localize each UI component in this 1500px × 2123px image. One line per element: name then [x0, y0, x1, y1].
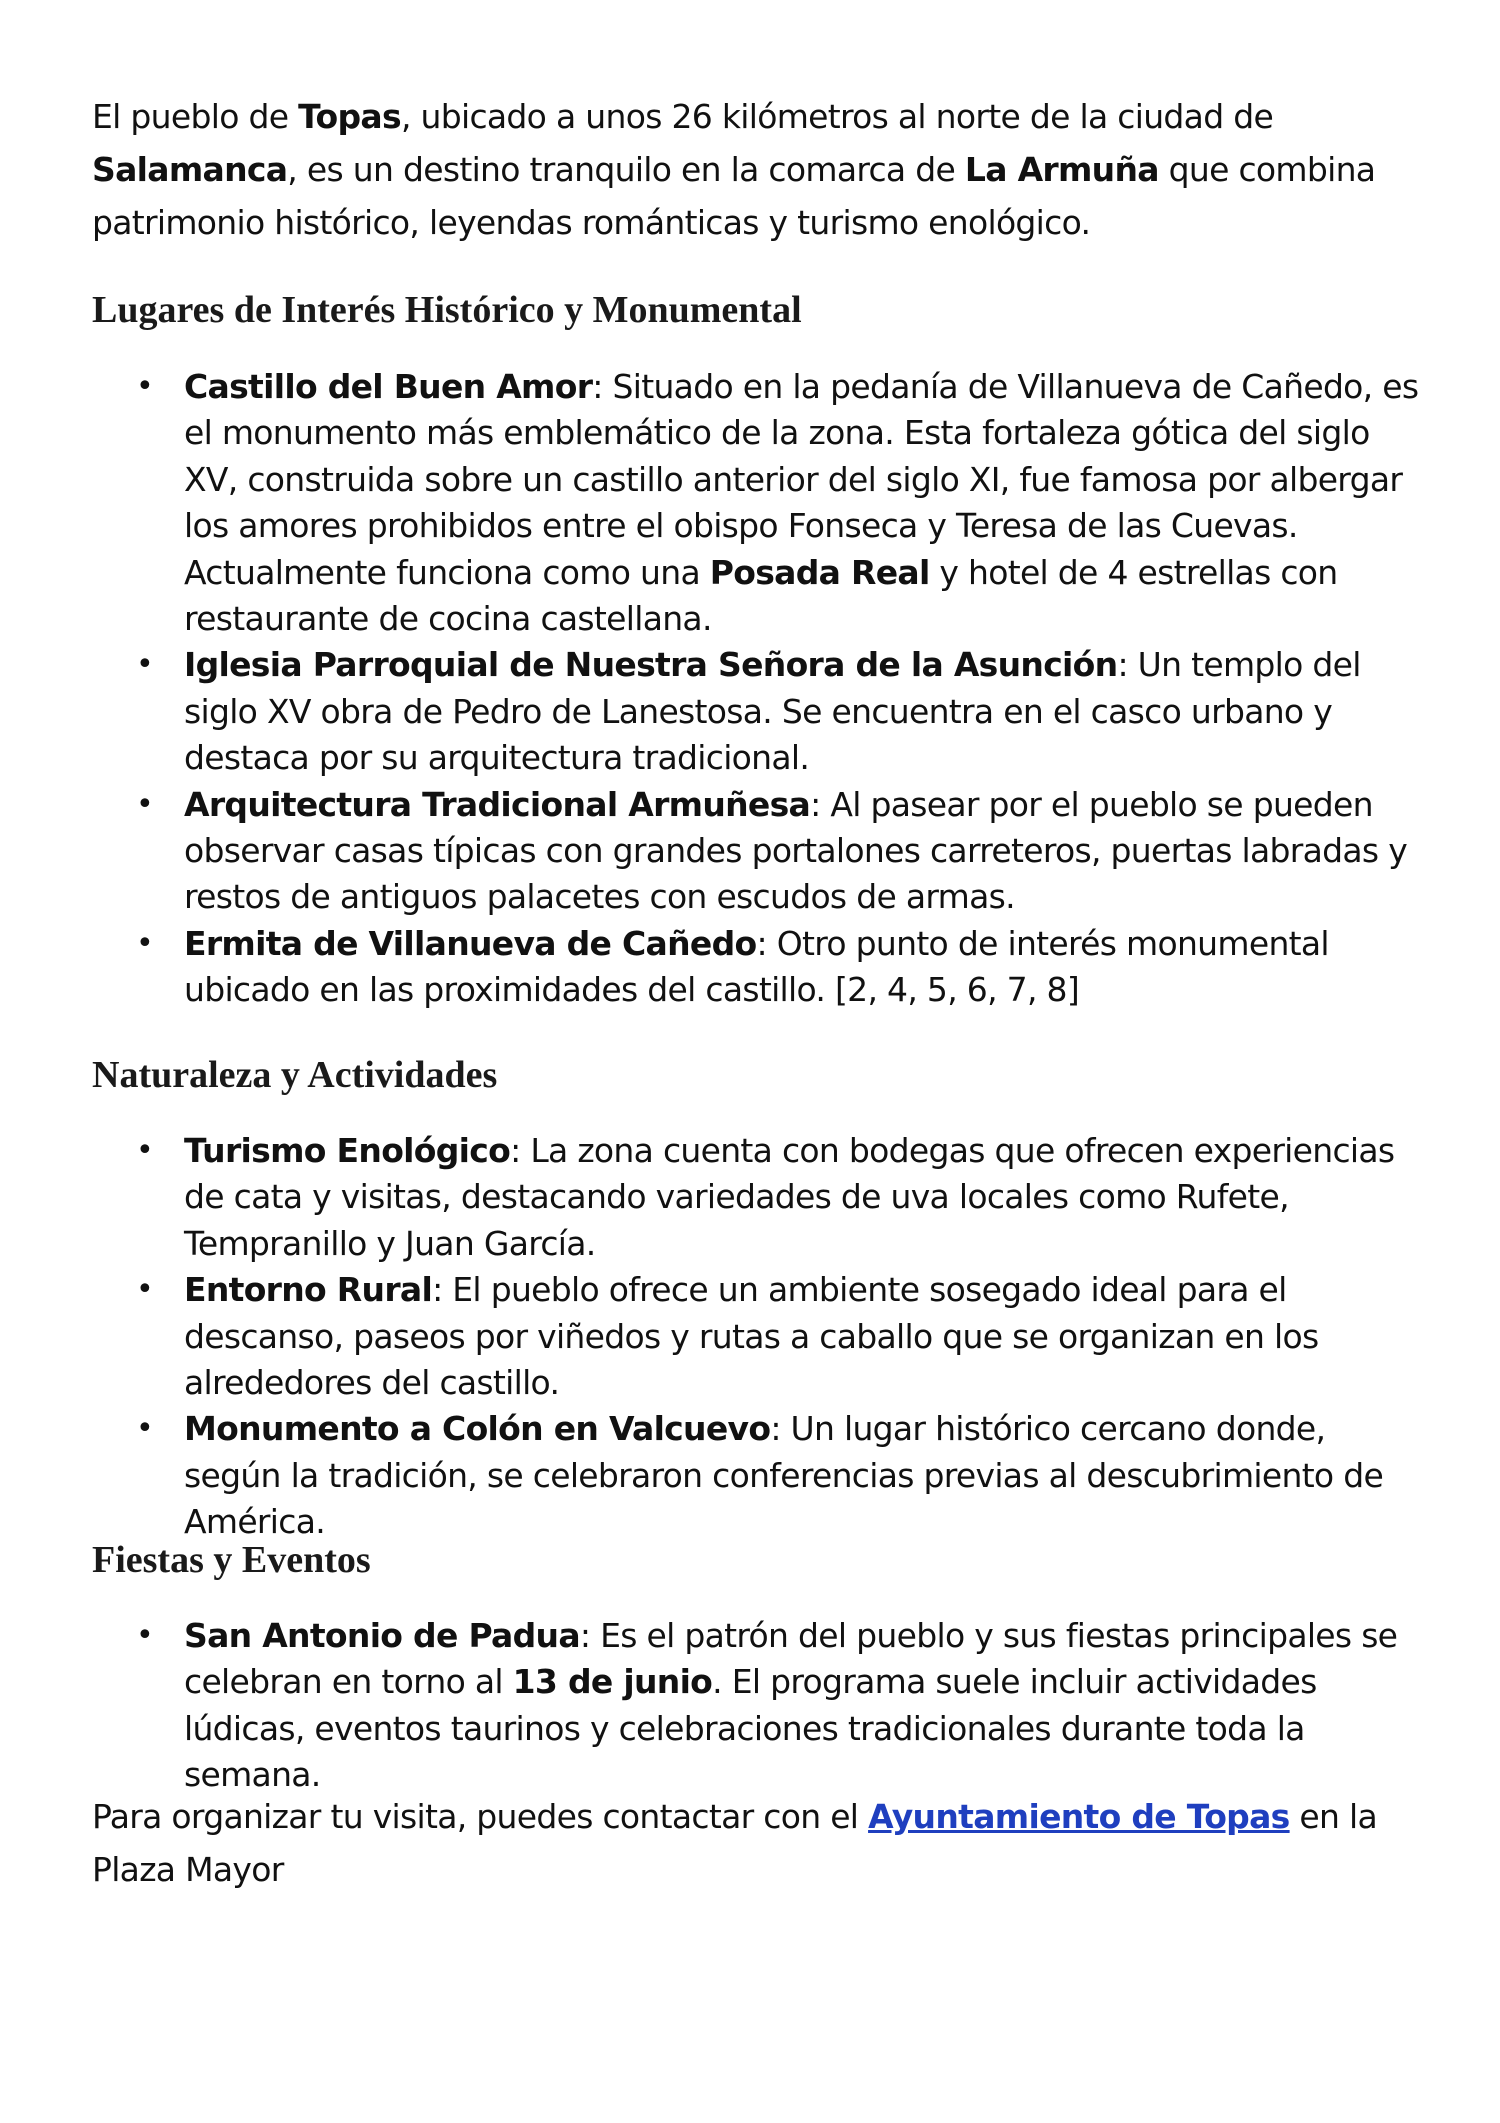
outro-text-2: en la Plaza Mayor — [92, 1797, 1377, 1889]
list-item — [92, 782, 1422, 921]
item-text-2: y hotel de 4 estrellas con restaurante de cocina castellana. — [184, 552, 1338, 639]
bullet-dot-icon: • — [136, 1133, 153, 1168]
bullet-dot-icon: • — [136, 369, 153, 404]
section-heading-fiestas: Fiestas y Eventos — [92, 1539, 371, 1581]
item-text: : Situado en la pedanía de Villanueva de Cañedo, es el monumento más emblemático de la zona. Esta fortaleza gótica del siglo XV, construida sobre un castillo anterior del siglo XI, fue famosa por albergar los amores prohibidos entre el obispo Fonseca y Teresa de las Cuevas. Actualmente funciona como una — [184, 367, 1419, 592]
list-fiestas — [92, 1613, 1422, 1799]
bullet-dot-icon: • — [136, 925, 153, 961]
item-text: : La zona cuenta con bodegas que ofrecen experiencias de cata y visitas, destacando variedades de uva locales como Rufete, Tempranillo y Juan García. — [184, 1131, 1395, 1263]
item-title: Arquitectura Tradicional Armuñesa — [184, 784, 811, 824]
item-bold: Posada Real — [709, 552, 930, 592]
item-title: Castillo del Buen Amor — [184, 367, 593, 406]
list-item — [92, 364, 1422, 642]
list-item — [92, 921, 1422, 1014]
item-title: Turismo Enológico — [184, 1131, 511, 1170]
list-item — [92, 642, 1422, 781]
item-title: Monumento a Colón en Valcuevo — [184, 1409, 771, 1449]
bullet-dot-icon: • — [136, 647, 153, 683]
intro-text-2: , ubicado a unos 26 kilómetros al norte de la ciudad de — [400, 97, 1274, 136]
list-item — [92, 1613, 1422, 1799]
list-item — [92, 1406, 1422, 1545]
item-text: : Un templo del siglo XV obra de Pedro de Lanestosa. Se encuentra en el casco urbano y destaca por su arquitectura tradicional. — [184, 645, 1361, 778]
bullet-dot-icon: • — [136, 1411, 153, 1447]
list-naturaleza — [92, 1128, 1422, 1546]
ayuntamiento-link[interactable]: Ayuntamiento de Topas — [868, 1797, 1290, 1836]
list-lugares — [92, 364, 1422, 1014]
intro-bold-salamanca: Salamanca — [92, 150, 288, 189]
closing-paragraph — [92, 1790, 1422, 1896]
intro-text-3: , es un destino tranquilo en la comarca de — [287, 150, 965, 189]
item-text: : Al pasear por el pueblo se pueden observar casas típicas con grandes portalones carreteros, puertas labradas y restos de antiguos palacetes con escudos de armas. — [184, 784, 1408, 917]
item-text: : El pueblo ofrece un ambiente sosegado ideal para el descanso, paseos por viñedos y rutas a caballo que se organizan en los alrededores del castillo. — [184, 1270, 1319, 1403]
item-title: San Antonio de Padua — [184, 1616, 580, 1655]
intro-bold-topas: Topas — [298, 97, 401, 136]
item-text: : Es el patrón del pueblo y sus fiestas principales se celebran en torno al — [184, 1616, 1398, 1702]
item-text: : Otro punto de interés monumental ubicado en las proximidades del castillo. [2, 4, 5, 6, 7, 8] — [184, 923, 1329, 1010]
item-title: Entorno Rural — [184, 1270, 433, 1310]
item-bold-date: 13 de junio — [512, 1662, 713, 1702]
bullet-dot-icon: • — [136, 1618, 153, 1653]
section-heading-naturaleza: Naturaleza y Actividades — [92, 1054, 498, 1096]
intro-bold-armuna: La Armuña — [964, 150, 1159, 189]
intro-text-4: que combina patrimonio histórico, leyendas románticas y turismo enológico. — [92, 150, 1376, 242]
intro-paragraph — [92, 90, 1422, 249]
list-item — [92, 1128, 1422, 1267]
item-title: Iglesia Parroquial de Nuestra Señora de la Asunción — [184, 645, 1118, 685]
section-heading-lugares: Lugares de Interés Histórico y Monumental — [92, 289, 802, 331]
bullet-dot-icon: • — [136, 786, 153, 822]
list-item — [92, 1267, 1422, 1406]
item-text-2: . El programa suele incluir actividades lúdicas, eventos taurinos y celebraciones tradicionales durante toda la semana. — [184, 1662, 1317, 1795]
intro-text-1: El pueblo de — [92, 97, 299, 136]
bullet-dot-icon: • — [136, 1272, 153, 1308]
item-text: : Un lugar histórico cercano donde, según la tradición, se celebraron conferencias previas al descubrimiento de América. — [184, 1409, 1384, 1542]
outro-text-1: Para organizar tu visita, puedes contactar con el — [92, 1797, 869, 1836]
item-title: Ermita de Villanueva de Cañedo — [184, 923, 757, 963]
